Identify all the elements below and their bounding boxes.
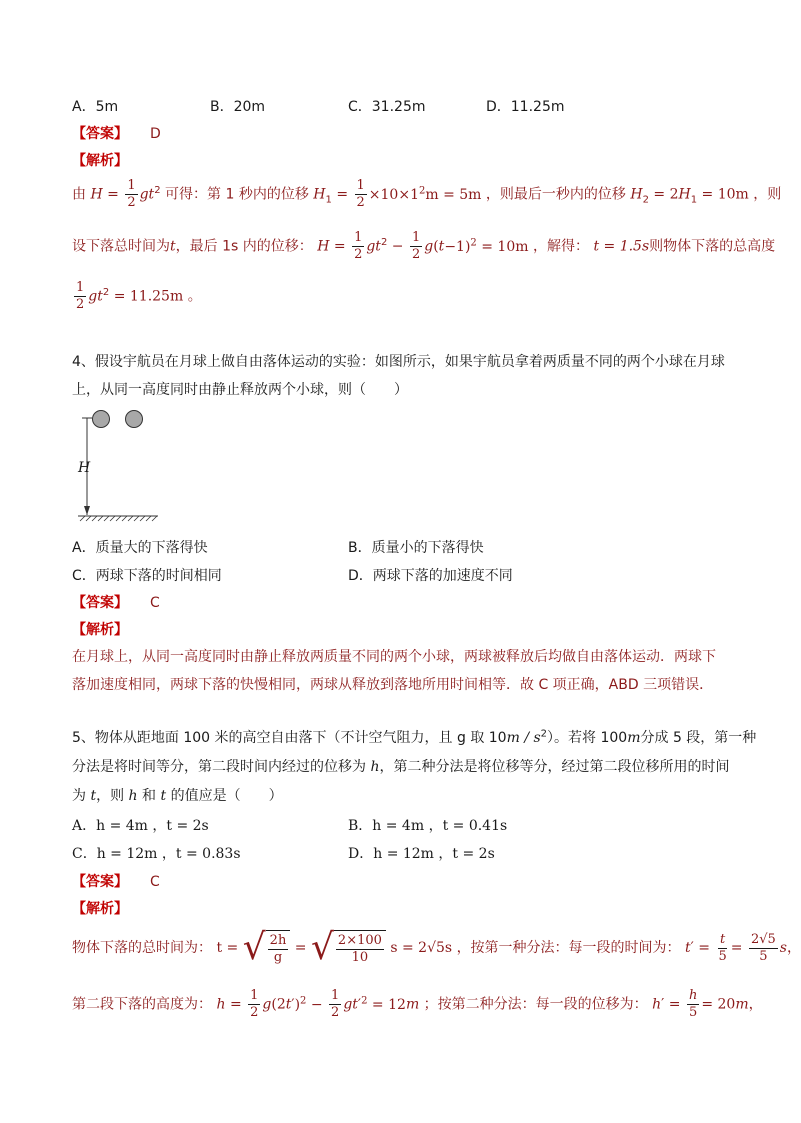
q3-analysis-line1: 由 H = $\frac{1}{2}$ $gt^2$ 可得：第 1 秒内的位移 $H_1$ = $\frac{1}{2}$ $\times 10\times 1^2m = 5m$ ，则最后一秒内的位移 $H_2 = 2H_1 = 10m$ ，则 <box>72 178 782 210</box>
answer-label: 【答案】 <box>72 874 128 890</box>
q4-option-c: C．两球下落的时间相同 <box>72 568 222 584</box>
q5-option-a: A．h = 4m ，t = 2s <box>72 818 209 834</box>
q3-option-b: B．20m <box>210 99 266 115</box>
q4-stem-line1: 4、假设宇航员在月球上做自由落体运动的实验：如图所示，如果宇航员拿着两质量不同的两个小球在月球 <box>72 354 725 370</box>
q3-option-d: D．11.25m <box>486 99 565 115</box>
q5-stem-line1: 5、物体从距地面 100 米的高空自由落下（不计空气阻力，且 g 取 $10m / s^2$）。若将 100m分成 5 段，第一种 <box>72 728 757 746</box>
ground-hatch <box>80 516 157 521</box>
q5-option-c: C．h = 12m ，t = 0.83s <box>72 846 241 862</box>
q5-stem-line2: 分法是将时间等分，第二段时间内经过的位移为 h，第二种分法是将位移等分，经过第二段位移所用的时间 <box>72 759 730 775</box>
height-arrow-head <box>84 506 90 515</box>
answer-value: C <box>150 595 160 611</box>
q5-answer <box>72 871 160 891</box>
q5-analysis-label: 【解析】 <box>72 901 128 917</box>
height-label: H <box>78 460 91 476</box>
falling-balls-figure <box>76 404 166 526</box>
q5-analysis-line1: 物体下落的总时间为： t = √ $\frac{2h}{g}$ = √ $\frac{2\times 100}{10}$ s = 2√5s ，按第一种分法：每一段的时间为： t′ = $\frac{t}{5}$ = $\frac{2√5}{5}$ s， <box>72 927 801 968</box>
answer-label: 【答案】 <box>72 126 128 142</box>
ball-right <box>126 411 143 428</box>
q5-option-d: D．h = 12m ，t = 2s <box>348 846 495 862</box>
q4-analysis-line2: 落加速度相同，两球下落的快慢相同，两球从释放到落地所用时间相等．故 C 项正确，ABD 三项错误． <box>72 677 714 693</box>
q4-answer <box>72 592 160 612</box>
q4-option-d: D．两球下落的加速度不同 <box>348 568 513 584</box>
answer-value: D <box>150 126 161 142</box>
answer-value: C <box>150 874 160 890</box>
q4-stem-line2: 上，从同一高度同时由静止释放两个小球，则（ ） <box>72 382 408 398</box>
q3-answer <box>72 123 161 143</box>
ball-left <box>93 411 110 428</box>
q4-option-a: A．质量大的下落得快 <box>72 540 208 556</box>
q4-option-b: B．质量小的下落得快 <box>348 540 484 556</box>
q5-analysis-line2: 第二段下落的高度为： h = $\frac{1}{2}$ $g(2t')^2$ − $\frac{1}{2}$ $gt'^2 = 12m$ ；按第二种分法：每一段的位移为： h′ = $\frac{h}{5}$ = 20m， <box>72 988 763 1020</box>
q5-stem-line3: 为 t，则 h 和 t 的值应是（ ） <box>72 788 283 804</box>
q3-option-c: C．31.25m <box>348 99 426 115</box>
q3-analysis-line3: $\frac{1}{2}$ $gt^2 = 11.25m$ 。 <box>76 280 202 312</box>
q3-option-a: A．5m <box>72 99 119 115</box>
q5-option-b: B．h = 4m ，t = 0.41s <box>348 818 508 834</box>
q4-analysis-line1: 在月球上，从同一高度同时由静止释放两质量不同的两个小球，两球被释放后均做自由落体运动．两球下 <box>72 649 716 665</box>
q3-analysis-line2: 设下落总时间为t，最后 1s 内的位移： H = $\frac{1}{2}$ $gt^2$ − $\frac{1}{2}$ $g(t-1)^2 = 10m$ ，解得： t = 1.5s则物体下落的总高度 <box>72 230 776 262</box>
q3-analysis-label: 【解析】 <box>72 153 128 169</box>
answer-label: 【答案】 <box>72 595 128 611</box>
q4-analysis-label: 【解析】 <box>72 622 128 638</box>
